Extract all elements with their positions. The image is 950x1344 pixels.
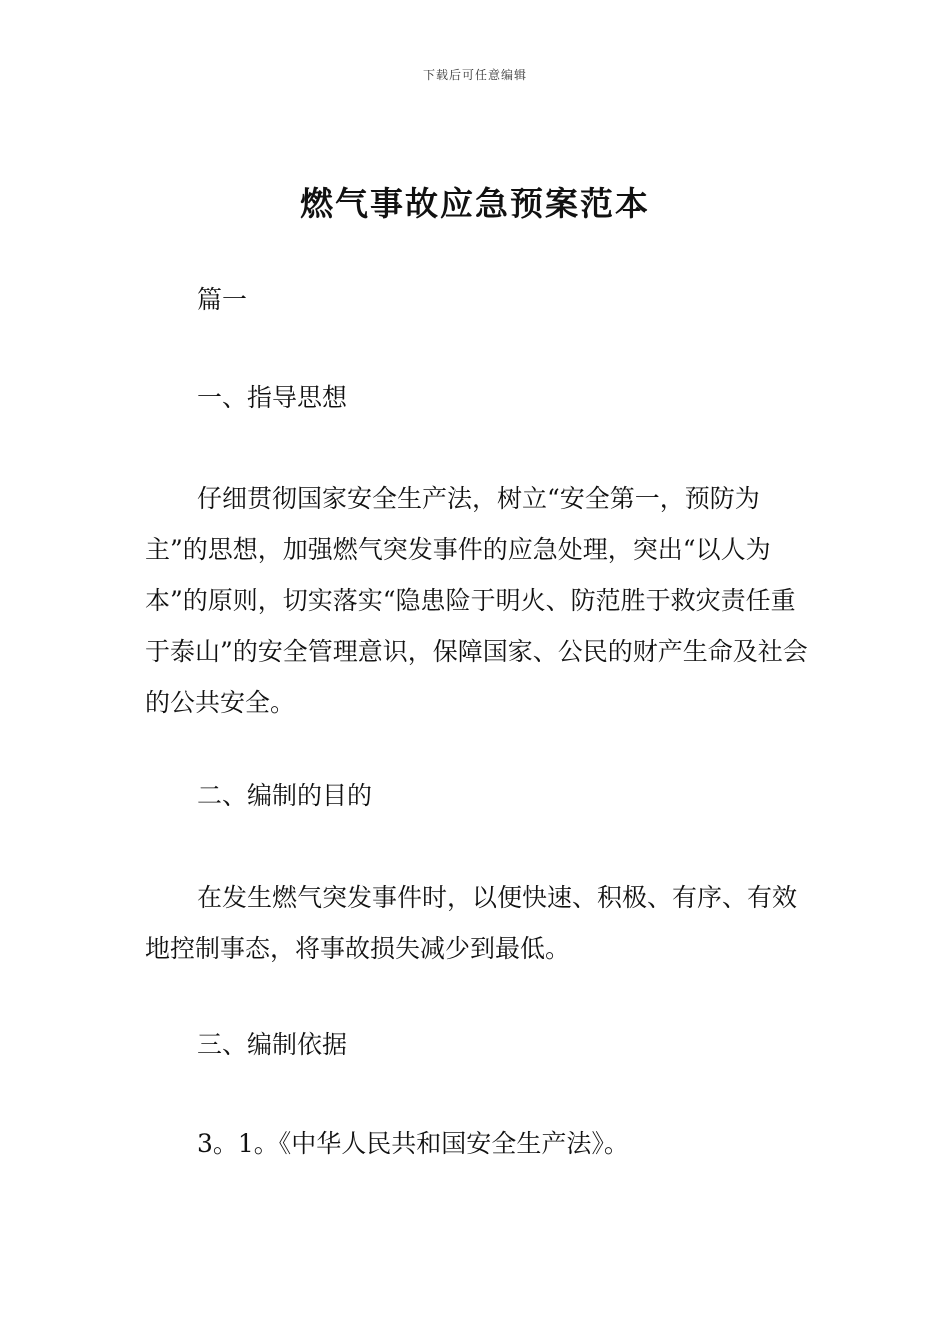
part-label: 篇一 bbox=[197, 285, 248, 314]
section-body-purpose: 在发生燃气突发事件时，以便快速、积极、有序、有效地控制事态，将事故损失减少到最低。 bbox=[145, 883, 798, 963]
section-heading-purpose: 二、编制的目的 bbox=[197, 781, 373, 810]
section-body-basis: 3。1。《中华人民共和国安全生产法》。 bbox=[197, 1129, 629, 1158]
document-title: 燃气事故应急预案范本 bbox=[300, 184, 650, 223]
section-heading-guiding-ideology: 一、指导思想 bbox=[197, 383, 348, 412]
section-body-guiding-ideology: 仔细贯彻国家安全生产法，树立“安全第一，预防为主”的思想，加强燃气突发事件的应急处理，突出“以人为本”的原则，切实落实“隐患险于明火、防范胜于救灾责任重于泰山”的安全管理意识，保障国家、公民的财产生命及社会的公共安全。 bbox=[145, 484, 808, 717]
header-note: 下载后可任意编辑 bbox=[422, 68, 527, 82]
section-heading-basis: 三、编制依据 bbox=[197, 1030, 348, 1059]
